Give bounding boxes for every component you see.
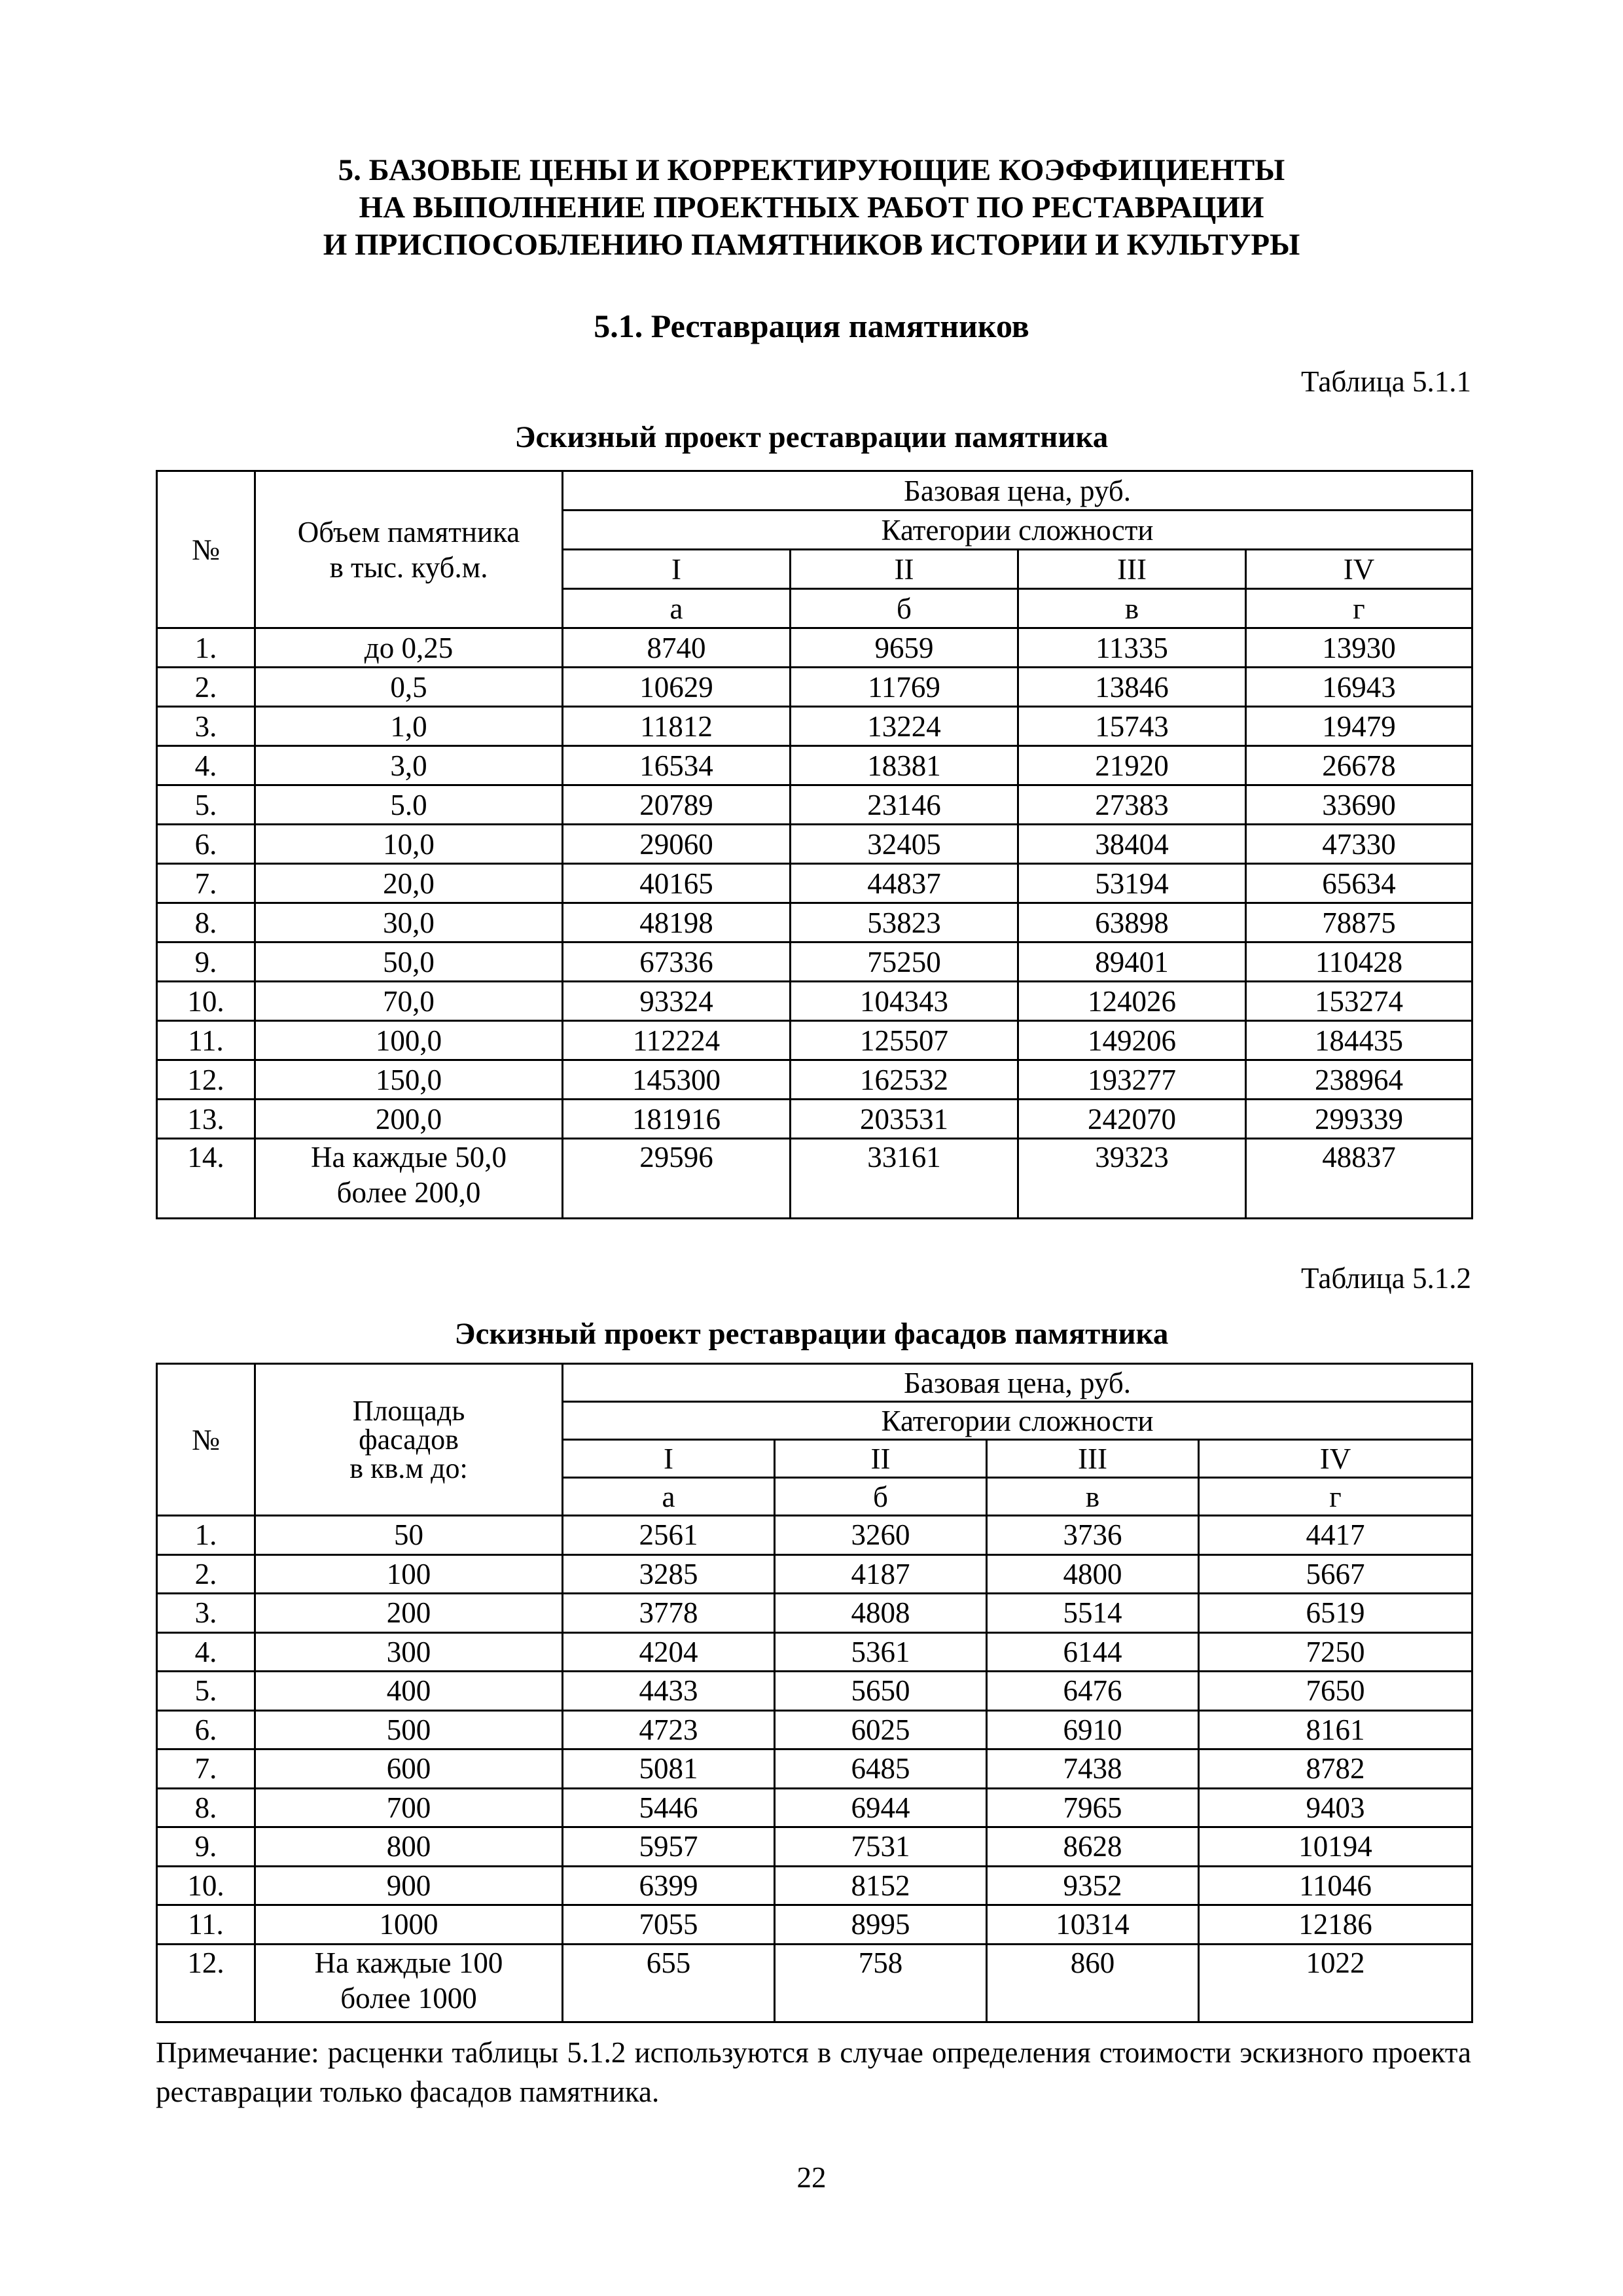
table-row	[157, 1060, 1472, 1100]
table-1-row-volume: 0,5	[255, 668, 563, 707]
table-2-row-area: 600	[255, 1749, 563, 1789]
table-1-row-volume: 1,0	[255, 707, 563, 746]
table-1-header-letter-v: в	[1018, 589, 1246, 628]
table-row	[157, 1866, 1472, 1905]
table-1-row-number: 5.	[157, 785, 255, 825]
table-2-row-area: 900	[255, 1866, 563, 1905]
table-2-row-number: 3.	[157, 1594, 255, 1633]
table-2-row-price-b: 8995	[775, 1905, 987, 1945]
table-2-row-price-b: 6485	[775, 1749, 987, 1789]
table-2-row-price-g: 7250	[1199, 1632, 1472, 1672]
table-2-header-category-2: II	[775, 1440, 987, 1478]
table-1-row-price-a: 48198	[563, 903, 791, 942]
table-row	[157, 1749, 1472, 1789]
table-2-row-price-v: 7965	[987, 1788, 1199, 1827]
table-2-row-price-a: 4433	[563, 1672, 775, 1711]
table-2-row-price-v: 8628	[987, 1827, 1199, 1867]
table-1-row-number: 6.	[157, 825, 255, 864]
table-row	[157, 1139, 1472, 1219]
table-2-number: Таблица 5.1.2	[1301, 1262, 1471, 1295]
table-1-row-price-g: 238964	[1246, 1060, 1472, 1100]
table-1-row-price-a: 93324	[563, 982, 791, 1021]
table-row	[157, 1944, 1472, 2022]
table-row	[157, 1788, 1472, 1827]
table-1-header-volume	[255, 471, 563, 628]
table-1-row-price-a: 16534	[563, 746, 791, 785]
table-row	[157, 1554, 1472, 1594]
table-row	[157, 942, 1472, 982]
table-2-header-letter-v: в	[987, 1478, 1199, 1516]
table-2-header-area-line-3: в кв.м до:	[349, 1452, 468, 1484]
table-2-row-price-g: 1022	[1199, 1944, 1472, 2022]
table-2-header-base-price: Базовая цена, руб.	[563, 1364, 1472, 1402]
table-2-row-area: 200	[255, 1594, 563, 1633]
table-1-row-price-g: 47330	[1246, 825, 1472, 864]
table-1-row-volume: 150,0	[255, 1060, 563, 1100]
table-1-row-price-v: 38404	[1018, 825, 1246, 864]
table-2-row-number: 2.	[157, 1554, 255, 1594]
table-2-row-area: 50	[255, 1516, 563, 1555]
table-1-row-price-v: 89401	[1018, 942, 1246, 982]
table-1-row-number: 12.	[157, 1060, 255, 1100]
table-1-header-category-4: IV	[1246, 550, 1472, 589]
table-2-row-price-b: 7531	[775, 1827, 987, 1867]
table-1-row-price-b: 44837	[791, 864, 1018, 903]
table-2-row-price-g: 12186	[1199, 1905, 1472, 1945]
table-2-row-area: 100	[255, 1554, 563, 1594]
table-2-row-price-b: 3260	[775, 1516, 987, 1555]
table-1-row-volume: 20,0	[255, 864, 563, 903]
table-1-row-price-v: 149206	[1018, 1021, 1246, 1060]
table-1-row-price-v: 63898	[1018, 903, 1246, 942]
table-1-row-number: 1.	[157, 628, 255, 668]
table-1-row-volume-line-1: На каждые 50,0	[310, 1141, 507, 1174]
table-2-row-price-v: 6144	[987, 1632, 1199, 1672]
table-2-row-price-v: 3736	[987, 1516, 1199, 1555]
table-1-header-category-1: I	[563, 550, 791, 589]
table-1-row-volume: 200,0	[255, 1100, 563, 1139]
table-1-header-letter-g: г	[1246, 589, 1472, 628]
table-1-row-number: 10.	[157, 982, 255, 1021]
table-1-row-price-v: 27383	[1018, 785, 1246, 825]
table-1-row-price-a: 40165	[563, 864, 791, 903]
table-row	[157, 1632, 1472, 1672]
table-row	[157, 668, 1472, 707]
table-2-row-price-b: 758	[775, 1944, 987, 2022]
table-1-row-price-a: 20789	[563, 785, 791, 825]
table-1-row-price-a: 8740	[563, 628, 791, 668]
table-2-row-price-g: 7650	[1199, 1672, 1472, 1711]
table-row	[157, 1710, 1472, 1749]
table-1-row-price-a: 29060	[563, 825, 791, 864]
table-2-row-price-b: 5361	[775, 1632, 987, 1672]
table-2-row-area-line-2: более 1000	[340, 1981, 477, 2015]
table-1-number: Таблица 5.1.1	[1301, 365, 1471, 398]
table-2-row-number: 9.	[157, 1827, 255, 1867]
table-1-header-volume-line-2: в тыс. куб.м.	[329, 550, 488, 584]
table-2-row-price-a: 4723	[563, 1710, 775, 1749]
table-1-row-number: 9.	[157, 942, 255, 982]
table-2-row-number: 8.	[157, 1788, 255, 1827]
table-1-row-price-g: 65634	[1246, 864, 1472, 903]
table-1-header-base-price: Базовая цена, руб.	[563, 471, 1472, 511]
table-1-row-price-v: 15743	[1018, 707, 1246, 746]
table-2-header-area-line-2: фасадов	[359, 1423, 459, 1456]
subsection-heading: 5.1. Реставрация памятников	[594, 308, 1029, 344]
table-2-row-price-b: 4187	[775, 1554, 987, 1594]
table-2-row-price-v: 10314	[987, 1905, 1199, 1945]
table-2-caption: Эскизный проект реставрации фасадов памятника	[454, 1317, 1169, 1351]
table-1-row-price-v: 39323	[1018, 1139, 1246, 1219]
table-2-header-row	[157, 1364, 1472, 1402]
table-1-header-row	[157, 471, 1472, 511]
table-1-row-price-g: 184435	[1246, 1021, 1472, 1060]
table-2-row-area-line-1: На каждые 100	[314, 1946, 503, 1979]
table-2-row-area: 800	[255, 1827, 563, 1867]
table-1-row-price-a: 181916	[563, 1100, 791, 1139]
table-1-row-number: 4.	[157, 746, 255, 785]
table-row	[157, 1516, 1472, 1555]
table-2-row-price-v: 6476	[987, 1672, 1199, 1711]
table-row	[157, 707, 1472, 746]
table-2-row-area: 300	[255, 1632, 563, 1672]
table-2-row-price-a: 5957	[563, 1827, 775, 1867]
table-row	[157, 1672, 1472, 1711]
table-row	[157, 1100, 1472, 1139]
table-1-row-volume: 5.0	[255, 785, 563, 825]
table-1-row-price-b: 162532	[791, 1060, 1018, 1100]
table-2-row-price-g: 9403	[1199, 1788, 1472, 1827]
table-2-header-area	[255, 1364, 563, 1516]
table-1-row-price-v: 21920	[1018, 746, 1246, 785]
table-2-row-price-v: 860	[987, 1944, 1199, 2022]
table-2-row-price-g: 8782	[1199, 1749, 1472, 1789]
table-1-row-price-b: 104343	[791, 982, 1018, 1021]
table-1-body	[157, 628, 1472, 1139]
table-2-row-area	[255, 1944, 563, 2022]
table-2-row-number: 10.	[157, 1866, 255, 1905]
table-1-row-number: 3.	[157, 707, 255, 746]
table-1-row-price-v: 193277	[1018, 1060, 1246, 1100]
table-1-row-price-v: 124026	[1018, 982, 1246, 1021]
table-1-row-price-g: 19479	[1246, 707, 1472, 746]
table-2-row-area: 700	[255, 1788, 563, 1827]
table-1-row-price-a: 67336	[563, 942, 791, 982]
table-2-header-letter-b: б	[775, 1478, 987, 1516]
table-1-row-number: 2.	[157, 668, 255, 707]
table-1-row-price-a: 145300	[563, 1060, 791, 1100]
table-1-row-number: 14.	[157, 1139, 255, 1219]
table-1-row-price-b: 11769	[791, 668, 1018, 707]
table-1-header-letter-a: а	[563, 589, 791, 628]
table-2-row-area: 1000	[255, 1905, 563, 1945]
table-row	[157, 825, 1472, 864]
table-1-row-price-b: 23146	[791, 785, 1018, 825]
table-1-row-volume	[255, 1139, 563, 1219]
table-1-header-categories: Категории сложности	[563, 511, 1472, 550]
table-2-row-price-v: 4800	[987, 1554, 1199, 1594]
table-row	[157, 1594, 1472, 1633]
table-2-row-price-a: 5081	[563, 1749, 775, 1789]
table-2-row-price-a: 655	[563, 1944, 775, 2022]
table-1-row-price-b: 33161	[791, 1139, 1018, 1219]
table-2-row-number: 5.	[157, 1672, 255, 1711]
table-1-row-price-a: 11812	[563, 707, 791, 746]
table-2-header-category-3: III	[987, 1440, 1199, 1478]
table-2-row-number: 1.	[157, 1516, 255, 1555]
table-2-row-price-g: 6519	[1199, 1594, 1472, 1633]
table-row	[157, 628, 1472, 668]
table-1-header-volume-line-1: Объем памятника	[297, 515, 520, 548]
table-1-row-volume: 70,0	[255, 982, 563, 1021]
table-1-row-volume-line-2: более 200,0	[336, 1176, 481, 1209]
table-2-row-price-a: 3285	[563, 1554, 775, 1594]
table-1-row-price-b: 125507	[791, 1021, 1018, 1060]
table-2-row-area: 500	[255, 1710, 563, 1749]
page-number: 22	[796, 2161, 827, 2194]
table-1-row-price-g: 13930	[1246, 628, 1472, 668]
table-2-row-price-a: 5446	[563, 1788, 775, 1827]
table-2-body	[157, 1516, 1472, 1945]
table-1-row-price-a: 10629	[563, 668, 791, 707]
table-1-row-price-b: 18381	[791, 746, 1018, 785]
table-1-caption: Эскизный проект реставрации памятника	[514, 420, 1109, 454]
table-1-row-price-g: 299339	[1246, 1100, 1472, 1139]
table-row	[157, 1021, 1472, 1060]
table-2-row-price-a: 4204	[563, 1632, 775, 1672]
table-1-row-number: 13.	[157, 1100, 255, 1139]
table-2-row-price-a: 6399	[563, 1866, 775, 1905]
table-1-row-volume: 10,0	[255, 825, 563, 864]
table-1-row-price-v: 242070	[1018, 1100, 1246, 1139]
table-2-row-price-v: 7438	[987, 1749, 1199, 1789]
table-row	[157, 746, 1472, 785]
section-heading-line-2: НА ВЫПОЛНЕНИЕ ПРОЕКТНЫХ РАБОТ ПО РЕСТАВРАЦИИ	[359, 190, 1264, 224]
table-2-header-category-4: IV	[1199, 1440, 1472, 1478]
table-row	[157, 903, 1472, 942]
table-2-row-price-b: 6944	[775, 1788, 987, 1827]
table-2-row-price-g: 8161	[1199, 1710, 1472, 1749]
table-2-header-number: №	[157, 1364, 255, 1516]
table-2-row-price-v: 6910	[987, 1710, 1199, 1749]
table-1-row-price-v: 11335	[1018, 628, 1246, 668]
table-1-row-price-g: 33690	[1246, 785, 1472, 825]
table-1-row-price-b: 9659	[791, 628, 1018, 668]
table-2-header-categories: Категории сложности	[563, 1402, 1472, 1440]
table-2-row-price-a: 2561	[563, 1516, 775, 1555]
table-1-row-number: 7.	[157, 864, 255, 903]
table-1-header-category-2: II	[791, 550, 1018, 589]
table-2-row-price-g: 5667	[1199, 1554, 1472, 1594]
table-1-row-volume: до 0,25	[255, 628, 563, 668]
table-row	[157, 1827, 1472, 1867]
table-1-row-price-b: 203531	[791, 1100, 1018, 1139]
table-1-row-price-b: 13224	[791, 707, 1018, 746]
table-1-row-price-g: 110428	[1246, 942, 1472, 982]
table-2-header-letter-a: а	[563, 1478, 775, 1516]
table-1-row-number: 11.	[157, 1021, 255, 1060]
table-2-row-price-v: 5514	[987, 1594, 1199, 1633]
section-heading-line-1: 5. БАЗОВЫЕ ЦЕНЫ И КОРРЕКТИРУЮЩИЕ КОЭФФИЦИЕНТЫ	[338, 153, 1285, 187]
table-2-row-price-a: 7055	[563, 1905, 775, 1945]
table-row	[157, 864, 1472, 903]
table-1-row-price-g: 26678	[1246, 746, 1472, 785]
table-2-row-price-b: 4808	[775, 1594, 987, 1633]
table-2-row-price-g: 11046	[1199, 1866, 1472, 1905]
section-heading-line-3: И ПРИСПОСОБЛЕНИЮ ПАМЯТНИКОВ ИСТОРИИ И КУЛЬТУРЫ	[323, 228, 1300, 262]
section-heading	[0, 152, 1623, 264]
table-1-row-price-g: 48837	[1246, 1139, 1472, 1219]
table-row	[157, 785, 1472, 825]
table-1-row-volume: 30,0	[255, 903, 563, 942]
table-2-row-price-g: 4417	[1199, 1516, 1472, 1555]
table-2-row-price-a: 3778	[563, 1594, 775, 1633]
table-2-row-number: 7.	[157, 1749, 255, 1789]
table-2-header-category-1: I	[563, 1440, 775, 1478]
table-2-header-area-line-1: Площадь	[352, 1394, 465, 1427]
table-2-row-price-b: 5650	[775, 1672, 987, 1711]
table-1-row-volume: 3,0	[255, 746, 563, 785]
table-1-row-volume: 50,0	[255, 942, 563, 982]
table-2-row-price-b: 8152	[775, 1866, 987, 1905]
table-1-row-number: 8.	[157, 903, 255, 942]
table-1-row-price-b: 53823	[791, 903, 1018, 942]
note-paragraph: Примечание: расценки таблицы 5.1.2 используются в случае определения стоимости эскизного проекта реставрации только фасадов памятника.	[156, 2036, 1471, 2108]
table-1-row-volume: 100,0	[255, 1021, 563, 1060]
table-1-row-price-g: 16943	[1246, 668, 1472, 707]
table-1-row-price-a: 112224	[563, 1021, 791, 1060]
table-1-header-category-3: III	[1018, 550, 1246, 589]
table-2-row-number: 4.	[157, 1632, 255, 1672]
table-2-row-number: 11.	[157, 1905, 255, 1945]
table-2-row-price-v: 9352	[987, 1866, 1199, 1905]
table-1-row-price-b: 75250	[791, 942, 1018, 982]
table-row	[157, 1905, 1472, 1945]
table-1-header-number: №	[157, 471, 255, 628]
table-1-row-price-v: 53194	[1018, 864, 1246, 903]
table-1-row-price-g: 153274	[1246, 982, 1472, 1021]
table-1-row-price-v: 13846	[1018, 668, 1246, 707]
table-2-row-price-b: 6025	[775, 1710, 987, 1749]
table-2-row-number: 12.	[157, 1944, 255, 2022]
table-2-row-area: 400	[255, 1672, 563, 1711]
table-2-row-number: 6.	[157, 1710, 255, 1749]
table-1-row-price-b: 32405	[791, 825, 1018, 864]
table-2-header-letter-g: г	[1199, 1478, 1472, 1516]
table-1-row-price-a: 29596	[563, 1139, 791, 1219]
table-1-header-letter-b: б	[791, 589, 1018, 628]
table-row	[157, 982, 1472, 1021]
table-1	[156, 470, 1473, 1219]
table-2-row-price-g: 10194	[1199, 1827, 1472, 1867]
table-1-row-price-g: 78875	[1246, 903, 1472, 942]
table-2	[156, 1363, 1473, 2023]
